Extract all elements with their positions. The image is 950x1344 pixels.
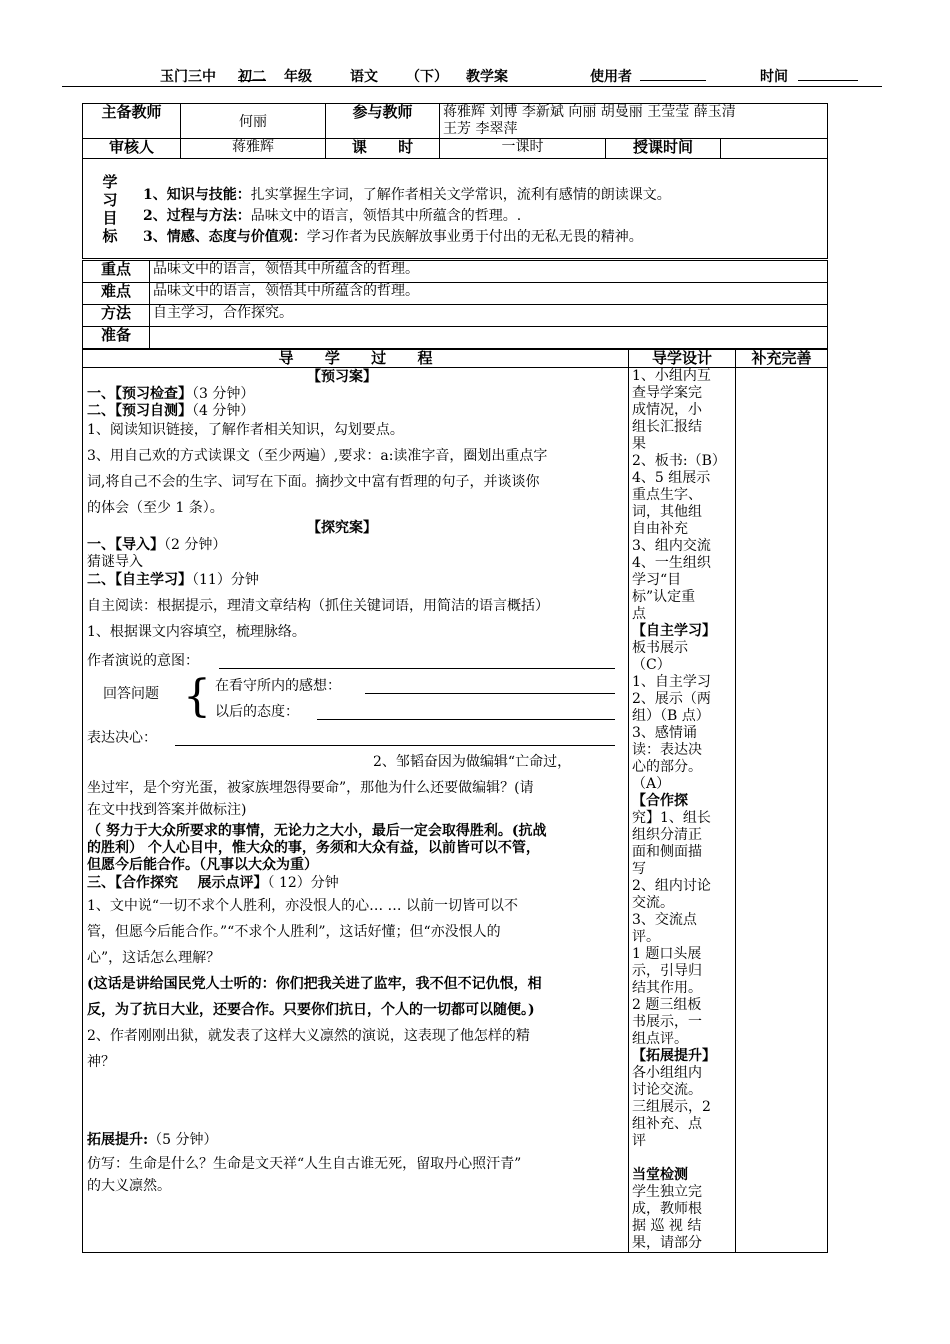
- design-line: 重点生字、: [632, 487, 702, 503]
- preview-title: 【预习案】: [307, 369, 377, 385]
- process-content: [83, 368, 629, 1253]
- page-header: [62, 64, 882, 87]
- design-line: 学生独立完: [632, 1184, 702, 1200]
- design-line: 1、小组内互: [632, 368, 711, 384]
- design-line: 3、感情诵: [632, 725, 697, 741]
- design-line: 交流。: [632, 895, 674, 911]
- design-line: 2、展示（两: [632, 691, 711, 707]
- intent-label: 作者演说的意图：: [87, 653, 199, 669]
- design-line: 4、一生组织: [632, 555, 711, 571]
- design-line: 读：表达决: [632, 742, 702, 758]
- design-line: 组点评。: [632, 1031, 688, 1047]
- objectives-cell: [83, 159, 828, 259]
- text-line: 1、文中说“一切不求个人胜利，亦没恨人的心… … 以前一切皆可以不: [87, 898, 518, 914]
- design-line: 【拓展提升】: [632, 1048, 716, 1064]
- meta-label: 方法: [83, 305, 150, 327]
- design-line: 果: [632, 436, 646, 452]
- text-line: 猜谜导入: [87, 554, 143, 570]
- design-line: 2、组内讨论: [632, 878, 711, 894]
- design-line: （C）: [632, 657, 671, 673]
- answer-label: 回答问题: [103, 686, 159, 702]
- grade-label: 年级: [284, 69, 312, 85]
- text-line: 在文中找到答案并做标注): [87, 802, 247, 818]
- design-line: 面和侧面描: [632, 844, 702, 860]
- text-line: 的体会（至少 1 条）。: [87, 500, 224, 516]
- answer-line: 但愿今后能合作。（凡事以大众为重）: [87, 857, 318, 873]
- design-line: 标”认定重: [632, 589, 696, 605]
- blank-line: [317, 719, 615, 720]
- blank-line: [365, 693, 615, 694]
- meta-value: 品味文中的语言，领悟其中所蕴含的哲理。: [150, 261, 828, 283]
- period-label: 课 时: [326, 139, 440, 159]
- design-line: 评: [632, 1133, 646, 1149]
- design-line: 2 题三组板: [632, 997, 702, 1013]
- subject: 语文: [350, 69, 378, 85]
- participants-label: 参与教师: [326, 104, 440, 139]
- design-line: 2、板书:（B）: [632, 453, 726, 469]
- design-line: 结其作用。: [632, 980, 702, 996]
- design-line: 评。: [632, 929, 660, 945]
- text-line: 管，但愿今后能合作。”“不求个人胜利”，这话好懂；但“亦没恨人的: [87, 924, 501, 940]
- self-study-heading: 二、【自主学习】（11）分钟: [87, 572, 259, 588]
- meta-label: 重点: [83, 261, 150, 283]
- text-line: 3、用自己欢的方式读课文（至少两遍）,要求：a:读准字音，圈划出重点字: [87, 448, 548, 464]
- process-header: 导 学 过 程: [83, 350, 629, 368]
- text-line: 1、根据课文内容填空，梳理脉络。: [87, 624, 306, 640]
- text-line: 的大义凛然。: [87, 1178, 171, 1194]
- grade-value: 初二: [238, 66, 266, 81]
- brace: {: [183, 671, 211, 722]
- design-line: 3、交流点: [632, 912, 697, 928]
- design-line: 写: [632, 861, 646, 877]
- design-line: 成，教师根: [632, 1201, 702, 1217]
- resolve-label: 表达决心：: [87, 730, 157, 746]
- preview-check: 一、【预习检查】（3 分钟）: [87, 386, 255, 402]
- reviewer: 蒋雅辉: [181, 139, 326, 159]
- design-line: 成情况，小: [632, 402, 702, 418]
- design-line: 学习“目: [632, 572, 682, 588]
- design-line: 自由补充: [632, 521, 688, 537]
- answer-line: 的胜利） 个人心目中，惟大众的事，务须和大众有益，以前皆可以不管，: [87, 840, 540, 856]
- objectives-list: [143, 185, 671, 248]
- design-line: 组补充、点: [632, 1116, 702, 1132]
- meta-label: 准备: [83, 327, 150, 349]
- meta-label: 难点: [83, 283, 150, 305]
- period: 一课时: [440, 139, 606, 159]
- text-line: 心”，这话怎么理解？: [87, 950, 221, 966]
- text-line: 2、作者刚刚出狱，就发表了这样大义凛然的演说，这表现了他怎样的精: [87, 1028, 530, 1044]
- coop-heading: 三、【合作探究 展示点评】（ 12）分钟: [87, 875, 339, 891]
- participants: [440, 104, 828, 139]
- text-line: 2、邹韬奋因为做编辑“亡命过，: [373, 754, 572, 770]
- text-line: 坐过牢，是个穷光蛋，被家族埋怨得要命”，那他为什么还要做编辑？(请: [87, 780, 534, 796]
- intro-heading: 一、【导入】（2 分钟）: [87, 537, 227, 553]
- objective-item: 1、知识与技能：扎实掌握生字词，了解作者相关文学常识，流利有感情的朗读课文。: [143, 187, 671, 203]
- answer-line: 反，为了抗日大业，还要合作。只要你们抗日，个人的一切都可以随便。): [87, 1002, 535, 1018]
- reviewer-label: 审核人: [83, 139, 181, 159]
- design-line: 示，引导归: [632, 963, 702, 979]
- design-line: 3、组内交流: [632, 538, 711, 554]
- text-line: 神？: [87, 1054, 115, 1070]
- text-line: 仿写：生命是什么？生命是文天祥“人生自古谁无死，留取丹心照汗青”: [87, 1156, 522, 1172]
- objective-item: 3、情感、态度与价值观：学习作者为民族解放事业勇于付出的无私无畏的精神。: [143, 229, 643, 245]
- design-line: 心的部分。: [632, 759, 702, 775]
- meta-value: [150, 327, 828, 349]
- lead-teacher-label: 主备教师: [83, 104, 181, 139]
- design-line: 据 巡 视 结: [632, 1218, 702, 1234]
- design-header: 导学设计: [629, 350, 736, 368]
- design-line: 查导学案完: [632, 385, 702, 401]
- user-blank: [640, 80, 706, 81]
- text-line: 1、阅读知识链接，了解作者相关知识，勾划要点。: [87, 422, 404, 438]
- extension-heading: 拓展提升:（5 分钟）: [87, 1132, 218, 1148]
- blank-line: [219, 668, 615, 669]
- design-line: 究】1、组长: [632, 810, 711, 826]
- text-line: 词,将自己不会的生字、词写在下面。摘抄文中富有哲理的句子，并谈谈你: [87, 474, 540, 490]
- school-name: 玉门三中: [160, 69, 216, 85]
- blank-line: [175, 745, 615, 746]
- design-line: 板书展示: [632, 640, 688, 656]
- meta-value: 品味文中的语言，领悟其中所蕴含的哲理。: [150, 283, 828, 305]
- design-line: 各小组组内: [632, 1065, 702, 1081]
- teach-time-label: 授课时间: [606, 139, 721, 159]
- participants-line-2: 王芳 李翠萍: [443, 121, 518, 137]
- design-line: 果，请部分: [632, 1235, 702, 1251]
- text-line: 自主阅读：根据提示，理清文章结构（抓住关键词语，用简洁的语言概括）: [87, 598, 549, 614]
- objectives-label: 学 习 目 标: [102, 173, 118, 245]
- meta-table: [82, 260, 828, 349]
- term: （下）: [406, 69, 448, 85]
- supplement-header: 补充完善: [736, 350, 828, 368]
- design-line: 1、自主学习: [632, 674, 711, 690]
- attitude-label: 以后的态度：: [215, 704, 299, 720]
- explore-title: 【探究案】: [307, 520, 377, 536]
- design-line: 词，其他组: [632, 504, 702, 520]
- design-line: 组长汇报结: [632, 419, 702, 435]
- design-line: 1 题口头展: [632, 946, 702, 962]
- answer-line: (这话是讲给国民党人士听的：你们把我关进了监牢，我不但不记仇恨，相: [87, 976, 542, 992]
- design-line: 组织分清正: [632, 827, 702, 843]
- lead-teacher: 何丽: [181, 104, 326, 139]
- participants-line-1: 蒋雅辉 刘博 李新斌 向丽 胡曼丽 王莹莹 薛玉清: [443, 104, 736, 120]
- preview-selftest: 二、【预习自测】（4 分钟）: [87, 403, 255, 419]
- time-label: 时间: [760, 69, 788, 85]
- info-table: [82, 103, 828, 259]
- process-table: [82, 349, 828, 1253]
- design-column: [629, 368, 736, 1253]
- design-line: 书展示，一: [632, 1014, 702, 1030]
- feel-label: 在看守所内的感想：: [215, 678, 341, 694]
- objective-item: 2、过程与方法：品味文中的语言，领悟其中所蕴含的哲理。.: [143, 208, 522, 224]
- answer-line: （ 努力于大众所要求的事情，无论力之大小，最后一定会取得胜利。(抗战: [87, 823, 547, 839]
- design-line: 讨论交流。: [632, 1082, 702, 1098]
- design-line: 【自主学习】: [632, 623, 716, 639]
- design-line: 点: [632, 606, 646, 622]
- design-line: 【合作探: [632, 793, 688, 809]
- meta-value: 自主学习，合作探究。: [150, 305, 828, 327]
- design-line: 组）（B 点）: [632, 708, 710, 724]
- teach-time: [721, 139, 828, 159]
- supplement-column: [736, 368, 828, 1253]
- design-line: 三组展示，2: [632, 1099, 711, 1115]
- design-line: （A）: [632, 776, 671, 792]
- design-line: 4、5 组展示: [632, 470, 711, 486]
- time-blank: [798, 80, 858, 81]
- design-line: [632, 1150, 732, 1167]
- design-line: 当堂检测: [632, 1167, 688, 1183]
- user-label: 使用者: [590, 69, 632, 85]
- doc-type: 教学案: [466, 69, 508, 85]
